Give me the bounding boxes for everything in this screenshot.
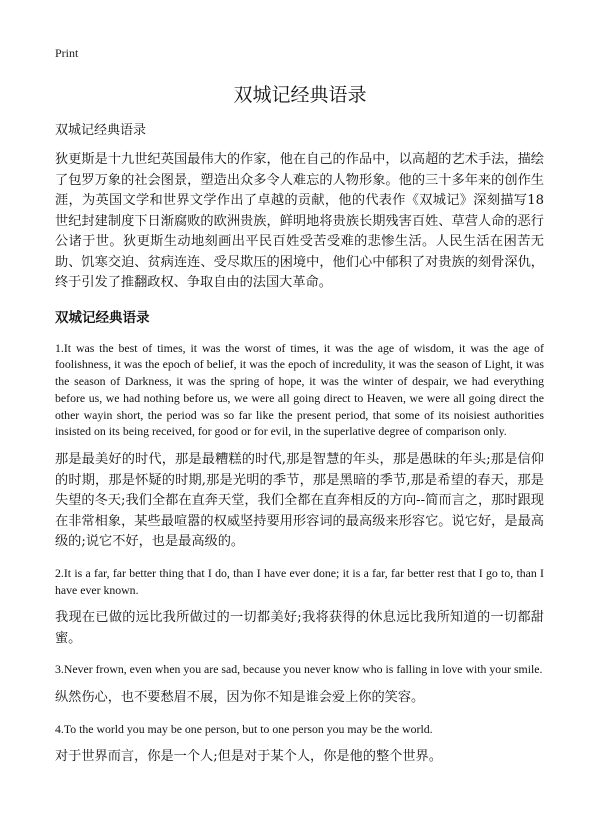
quote-4-chinese: 对于世界而言，你是一个人;但是对于某个人，你是他的整个世界。	[55, 749, 442, 765]
intro-paragraph: 狄更斯是十九世纪英国最伟大的作家，他在自己的作品中，以高超的艺术手法，描绘了包罗万象的社会图景，塑造出众多令人难忘的人物形象。他的三十多年来的创作生涯，为英国文学和世界文学作出了卓越的贡献，他的代表作《双城记》深刻描写18世纪封建制度下日渐腐败的欧洲贵族，鲜明地将贵族长期残害百姓、草营人命的恶行公诸于世。狄更斯生动地刻画出平民百姓受苦受难的悲惨生活。人民生活在困苦无助、饥寒交迫、贫病连连、受尽欺压的困境中，他们心中郁积了对贵族的刻骨深仇，终于引发了推翻政权、争取自由的法国大革命。	[55, 152, 544, 290]
quote-3-chinese: 纵然伤心，也不要愁眉不展，因为你不知是谁会爱上你的笑容。	[55, 690, 425, 706]
quote-3-english: 3.Never frown, even when you are sad, because you never know who is falling in love with your smile.	[55, 662, 543, 677]
print-link[interactable]: Print	[55, 46, 79, 60]
quote-2-chinese: 我现在已做的远比我所做过的一切都美好;我将获得的休息远比我所知道的一切都甜蜜。	[55, 610, 544, 646]
page-subtitle: 双城记经典语录	[55, 123, 147, 138]
quote-2-english: 2.It is a far, far better thing that I do, than I have ever done; it is a far, far better rest that I go to, than I have ever known.	[55, 565, 544, 597]
quote-1-english: 1.It was the best of times, it was the worst of times, it was the age of wisdom, it was the age of foolishness, it was the epoch of belief, it was the epoch of incredulity, it was the season of Light, it was the season of Darkness, it was the spring of hope, it was the winter of despair, we had everything before us, we had nothing before us, we were all going direct to Heaven, we were all going direct the other wayin short, the period was so far like the present period, that some of its noisiest authorities insisted on its being received, for good or for evil, in the superlative degree of comparison only.	[55, 340, 544, 439]
section-heading: 双城记经典语录	[55, 309, 150, 326]
page-title: 双城记经典语录	[233, 84, 367, 106]
quote-4-english: 4.To the world you may be one person, but to one person you may be the world.	[55, 721, 433, 736]
article-body	[55, 150, 544, 780]
quote-1-chinese: 那是最美好的时代，那是最糟糕的时代,那是智慧的年头，那是愚昧的年头;那是信仰的时期，那是怀疑的时期,那是光明的季节，那是黑暗的季节,那是希望的春天，那是失望的冬天;我们全都在直奔天堂，我们全都在直奔相反的方向--简而言之，那时跟现在非常相象，某些最喧嚣的权威坚持要用形容词的最高级来形容它。说它好，是最高级的;说它不好，也是最高级的。	[55, 452, 544, 550]
